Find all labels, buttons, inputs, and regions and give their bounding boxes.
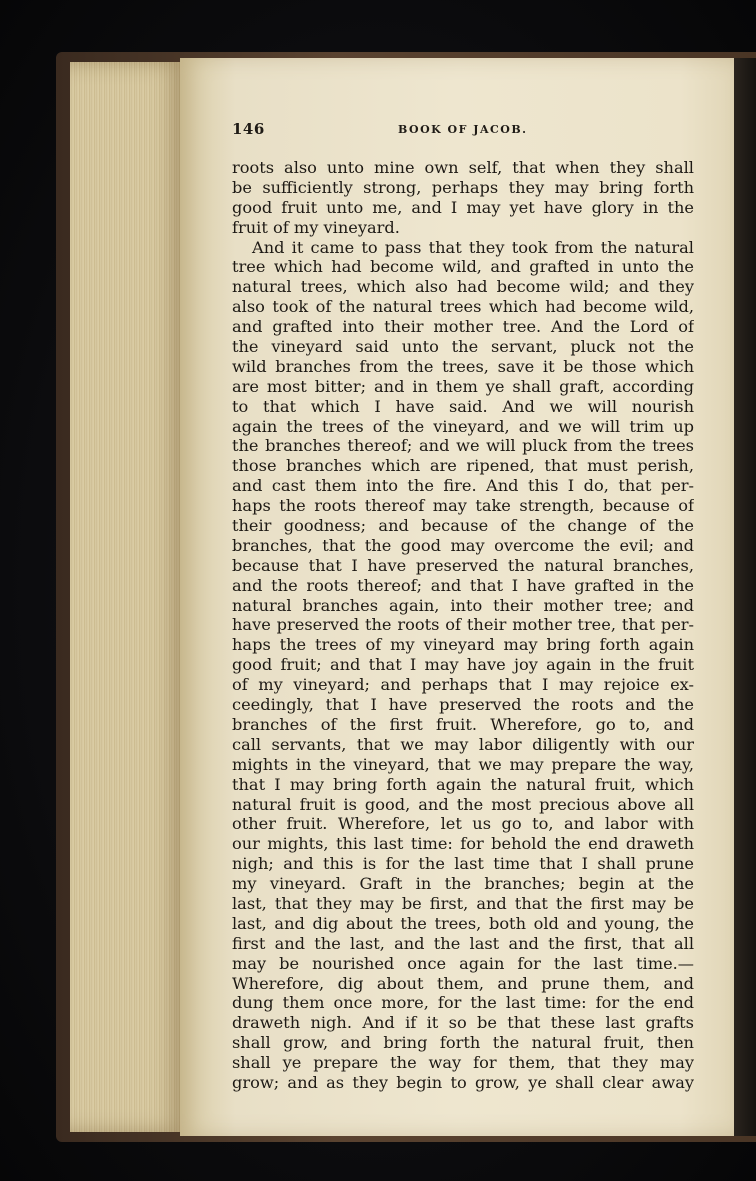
text-line: are most bitter; and in them ye shall graft, according (232, 376, 694, 396)
text-block (232, 158, 694, 1093)
text-line: grow; and as they begin to grow, ye shall clear away (232, 1072, 694, 1092)
text-line: mights in the vineyard, that we may prepare the way, (232, 754, 694, 774)
text-line: roots also unto mine own self, that when they shall (232, 158, 694, 177)
text-line: shall ye prepare the way for them, that they may (232, 1053, 694, 1073)
text-line: and cast them into the fire. And this I do, that per- (232, 476, 694, 496)
text-line: those branches which are ripened, that must perish, (232, 456, 694, 476)
text-line: my vineyard. Graft in the branches; begin at the (232, 874, 694, 894)
text-line: other fruit. Wherefore, let us go to, and labor with (232, 814, 694, 834)
text-line: haps the roots thereof may take strength, because of (232, 496, 694, 516)
text-line: natural fruit is good, and the most precious above all (232, 794, 694, 814)
text-line: haps the trees of my vineyard may bring forth again (232, 635, 694, 655)
page-edges (70, 62, 190, 1132)
text-line: Wherefore, dig about them, and prune them, and (232, 973, 694, 993)
text-line: the vineyard said unto the servant, pluck not the (232, 337, 694, 357)
text-line: natural branches again, into their mother tree; and (232, 595, 694, 615)
text-line: shall grow, and bring forth the natural fruit, then (232, 1033, 694, 1053)
text-line: may be nourished once again for the last time.— (232, 953, 694, 973)
text-line: wild branches from the trees, save it be those which (232, 356, 694, 376)
text-line: that I may bring forth again the natural fruit, which (232, 774, 694, 794)
text-line: fruit of my vineyard. (232, 217, 400, 237)
text-line: natural trees, which also had become wild; and they (232, 277, 694, 297)
text-line: because that I have preserved the natural branches, (232, 555, 694, 575)
text-line: of my vineyard; and perhaps that I may rejoice ex- (232, 675, 694, 695)
text-line: good fruit; and that I may have joy again in the fruit (232, 655, 694, 675)
text-line: also took of the natural trees which had become wild, (232, 297, 694, 317)
text-line: and the roots thereof; and that I have grafted in the (232, 575, 694, 595)
text-line: nigh; and this is for the last time that I shall prune (232, 854, 694, 874)
text-line: tree which had become wild, and grafted in unto the (232, 257, 694, 277)
text-line: to that which I have said. And we will nourish (232, 396, 694, 416)
text-line: the branches thereof; and we will pluck from the trees (232, 436, 694, 456)
text-line: call servants, that we may labor diligently with our (232, 734, 694, 754)
text-line: dung them once more, for the last time: for the end (232, 993, 694, 1013)
text-line: first and the last, and the last and the first, that all (232, 933, 694, 953)
facing-page-edge (734, 58, 756, 1136)
text-line: their goodness; and because of the change of the (232, 516, 694, 536)
text-line: last, and dig about the trees, both old and young, the (232, 913, 694, 933)
text-line: last, that they may be first, and that the first may be (232, 893, 694, 913)
text-line: draweth nigh. And if it so be that these last grafts (232, 1013, 694, 1033)
running-head (232, 120, 694, 142)
text-line: and grafted into their mother tree. And the Lord of (232, 317, 694, 337)
page-number: 146 (232, 120, 265, 138)
text-line: ceedingly, that I have preserved the roots and the (232, 695, 694, 715)
text-line: have preserved the roots of their mother tree, that per- (232, 615, 694, 635)
text-line: branches of the first fruit. Wherefore, go to, and (232, 714, 694, 734)
book-title: BOOK OF JACOB. (398, 123, 528, 136)
text-line: branches, that the good may overcome the evil; and (232, 535, 694, 555)
text-line: be sufficiently strong, perhaps they may bring forth (232, 177, 694, 197)
text-line: And it came to pass that they took from the natural (252, 237, 694, 257)
text-line: our mights, this last time: for behold the end draweth (232, 834, 694, 854)
text-line: again the trees of the vineyard, and we will trim up (232, 416, 694, 436)
text-line: good fruit unto me, and I may yet have glory in the (232, 197, 694, 217)
